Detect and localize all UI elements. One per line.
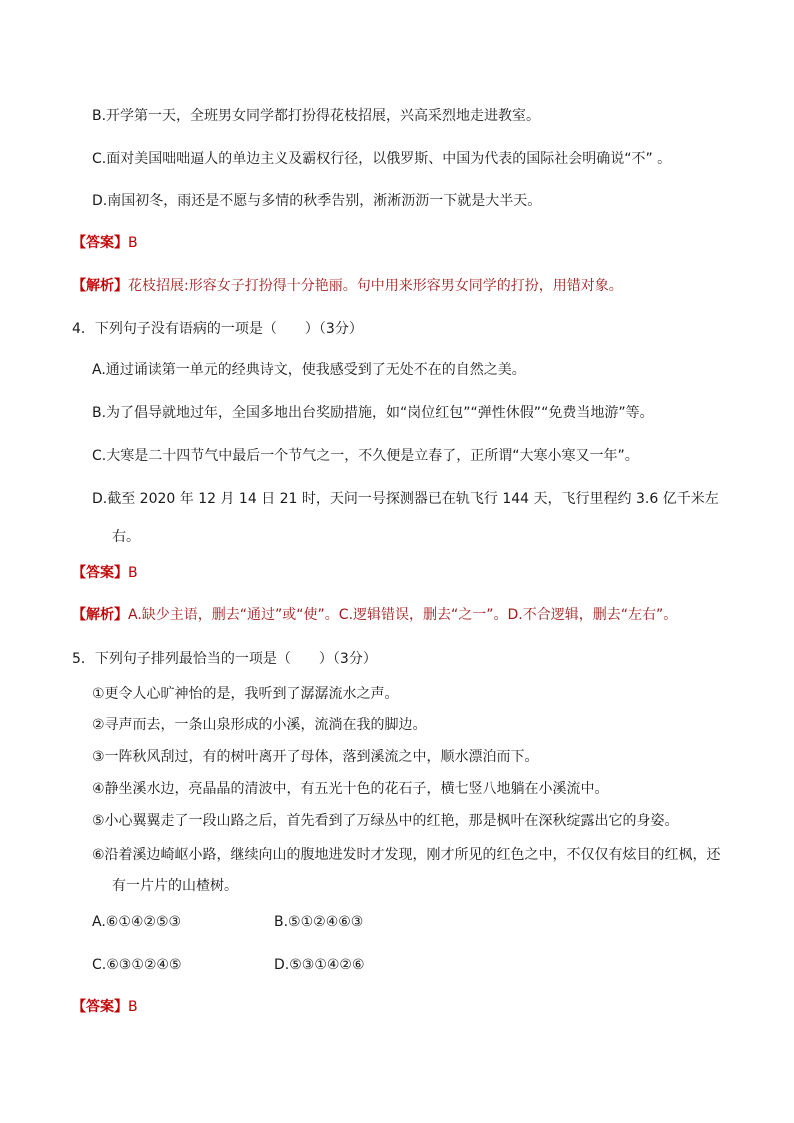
answer-value: B — [128, 999, 138, 1015]
analysis-label: 【解析】 — [72, 607, 128, 623]
q4-answer — [72, 564, 138, 582]
answer-label: 【答案】 — [72, 235, 128, 251]
q4-option-d: D.截至 2020 年 12 月 14 日 21 时，天问一号探测器已在轨飞行 144 天，飞行里程约 3.6 亿千米左 — [92, 491, 719, 507]
q5-question: 5．下列句子排列最恰当的一项是（ ）（3分） — [72, 651, 377, 667]
answer-label: 【答案】 — [72, 999, 128, 1015]
q5-sentence: ④静坐溪水边，亮晶晶的清波中，有五光十色的花石子，横七竖八地躺在小溪流中。 — [92, 781, 609, 797]
q5-sentence-cont: 有一片片的山楂树。 — [112, 878, 238, 894]
q5-option-b: B.⑤①②④⑥③ — [274, 914, 364, 930]
q5-option-d: D.⑤③①④②⑥ — [274, 957, 365, 973]
q5-answer — [72, 998, 138, 1016]
analysis-text: 花枝招展:形容女子打扮得十分艳丽。句中用来形容男女同学的打扮，用错对象。 — [128, 278, 623, 294]
q5-option-a: A.⑥①④②⑤③ — [92, 914, 182, 930]
answer-value: B — [128, 565, 138, 581]
q5-option-c: C.⑥③①②④⑤ — [92, 957, 182, 973]
q4-option-b: B.为了倡导就地过年，全国多地出台奖励措施，如“岗位红包”“弹性休假”“免费当地游”等。 — [92, 405, 654, 421]
q5-sentence: ②寻声而去，一条山泉形成的小溪，流淌在我的脚边。 — [92, 717, 427, 733]
q3-answer — [72, 234, 138, 252]
q4-analysis — [72, 606, 677, 624]
q3-option-d: D.南国初冬，雨还是不愿与多情的秋季告别，淅淅沥沥一下就是大半天。 — [92, 193, 542, 209]
q4-option-c: C.大寒是二十四节气中最后一个节气之一，不久便是立春了，正所谓“大寒小寒又一年”。 — [92, 448, 639, 464]
answer-value: B — [128, 235, 138, 251]
q5-sentence: ⑤小心翼翼走了一段山路之后，首先看到了万绿丛中的红艳，那是枫叶在深秋绽露出它的身姿。 — [92, 813, 679, 829]
q4-option-d-cont: 右。 — [112, 529, 140, 545]
analysis-text: A.缺少主语，删去“通过”或“使”。C.逻辑错误，删去“之一”。D.不合逻辑，删去“左右”。 — [128, 607, 678, 623]
q4-option-a: A.通过诵读第一单元的经典诗文，使我感受到了无处不在的自然之美。 — [92, 362, 526, 378]
q4-question: 4．下列句子没有语病的一项是（ ）（3分） — [72, 321, 363, 337]
q3-analysis — [72, 277, 623, 295]
q5-sentence: ①更令人心旷神怡的是，我听到了潺潺流水之声。 — [92, 686, 399, 702]
q5-sentence: ⑥沿着溪边崎岖小路，继续向山的腹地进发时才发现，刚才所见的红色之中，不仅仅有炫目的红枫，还 — [92, 847, 721, 863]
q5-sentence: ③一阵秋风刮过，有的树叶离开了母体，落到溪流之中，顺水漂泊而下。 — [92, 749, 539, 765]
q3-option-c: C.面对美国咄咄逼人的单边主义及霸权行径，以俄罗斯、中国为代表的国际社会明确说“不” 。 — [92, 151, 672, 167]
analysis-label: 【解析】 — [72, 278, 128, 294]
answer-label: 【答案】 — [72, 565, 128, 581]
q3-option-b: B.开学第一天，全班男女同学都打扮得花枝招展，兴高采烈地走进教室。 — [92, 108, 541, 124]
